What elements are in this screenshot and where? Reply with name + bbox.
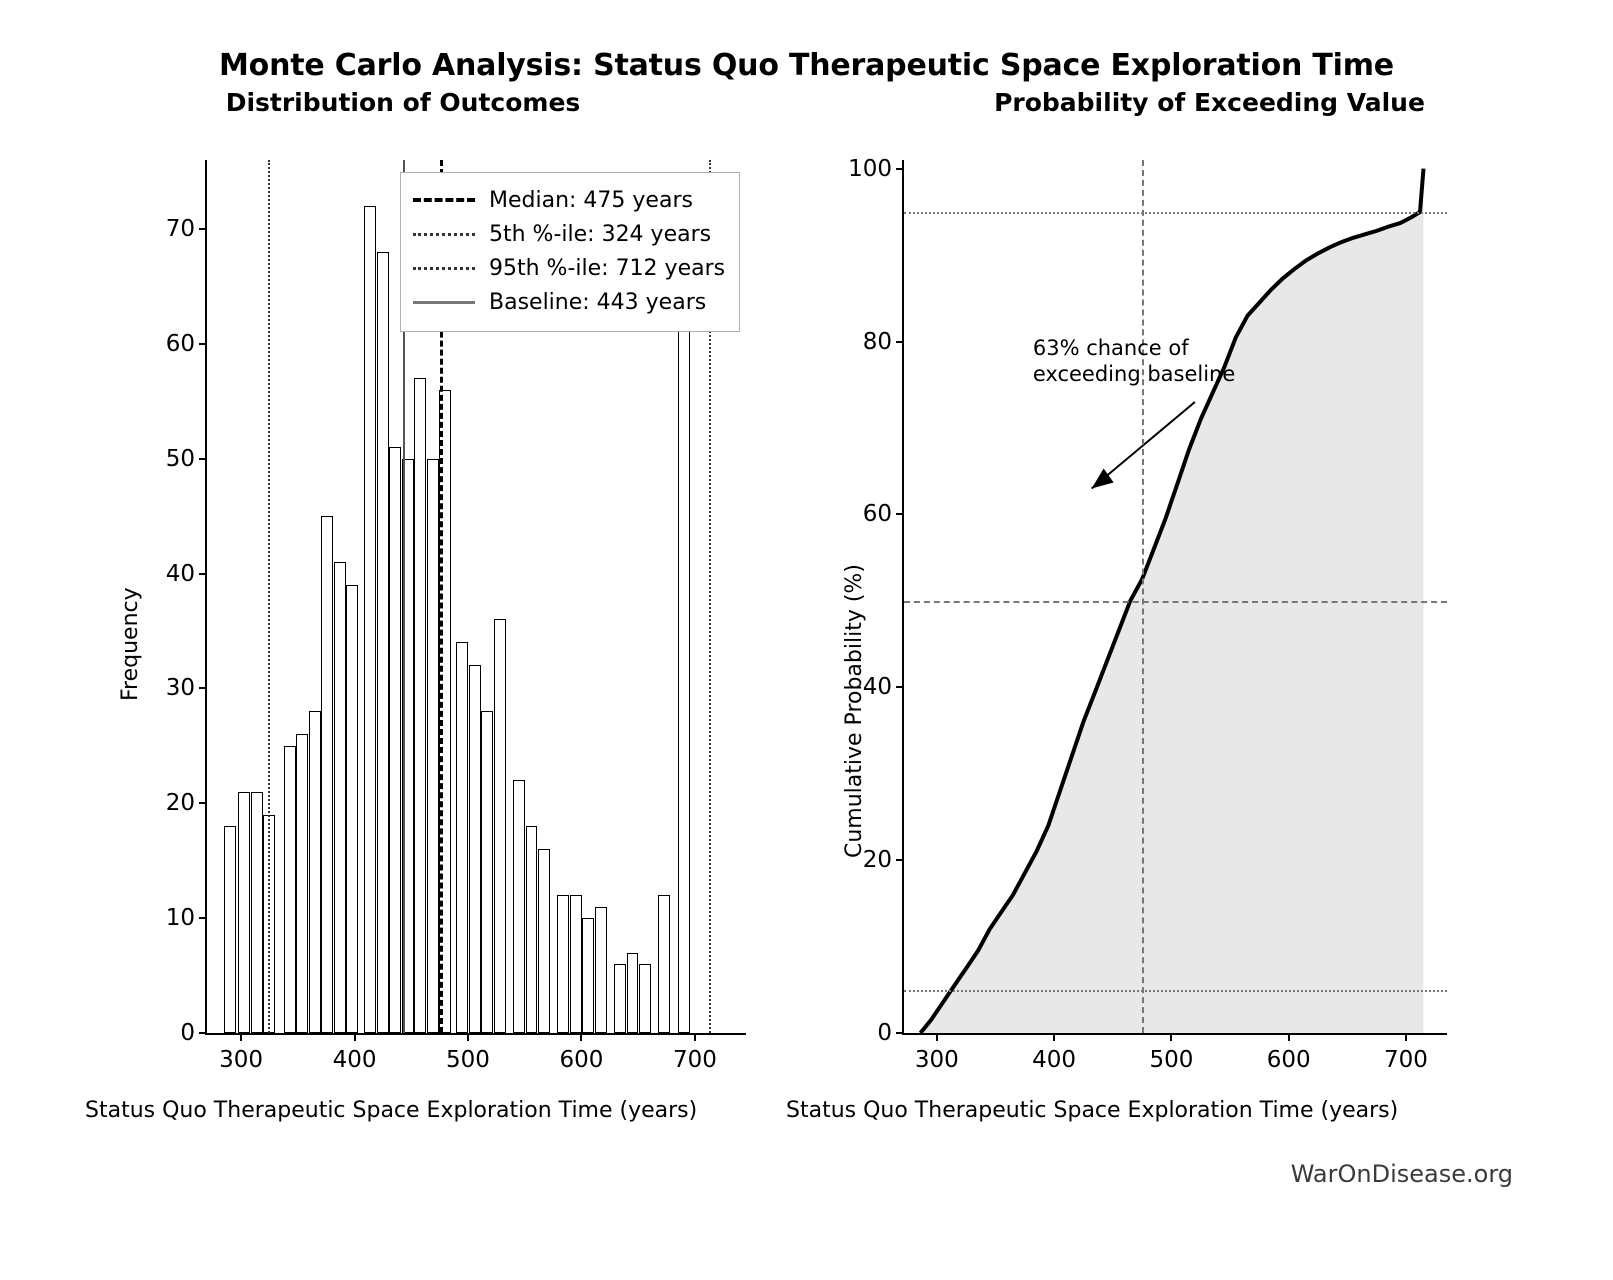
- cdf-x-tickmark: [1405, 1033, 1407, 1041]
- cdf-annotation-line1: 63% chance of: [1032, 335, 1189, 360]
- cdf-y-tickmark: [896, 513, 904, 515]
- dashed-line-icon: [413, 198, 475, 202]
- cdf-annotation-line2: exceeding baseline: [1032, 362, 1236, 387]
- histogram-reference-line-p5: [268, 160, 270, 1033]
- histogram-x-tick: 400: [332, 1047, 377, 1073]
- histogram-bar: [595, 907, 607, 1033]
- cdf-x-tick: 700: [1383, 1047, 1428, 1073]
- cdf-x-tickmark: [1170, 1033, 1172, 1041]
- cdf-y-tick: 40: [862, 674, 892, 701]
- cdf-y-tickmark: [896, 168, 904, 170]
- histogram-bar: [309, 711, 321, 1033]
- cdf-x-tick: 600: [1266, 1047, 1311, 1073]
- histogram-bar: [627, 953, 639, 1033]
- cdf-x-tickmark: [1288, 1033, 1290, 1041]
- histogram-y-tickmark: [199, 458, 207, 460]
- histogram-y-tick: 60: [165, 330, 195, 357]
- histogram-bar: [238, 792, 250, 1033]
- cdf-y-tick: 0: [877, 1020, 892, 1046]
- histogram-y-tickmark: [199, 228, 207, 230]
- histogram-title: Distribution of Outcomes: [225, 88, 581, 117]
- cdf-annotation: [1033, 335, 1235, 388]
- histogram-bar: [456, 642, 468, 1033]
- histogram-x-tickmark: [354, 1033, 356, 1041]
- histogram-bar: [481, 711, 493, 1033]
- cdf-curve: [904, 160, 1447, 1033]
- cdf-y-axis-label: Cumulative Probability (%): [842, 564, 867, 859]
- legend-label-median: Median: 475 years: [489, 187, 693, 213]
- cdf-x-tickmark: [936, 1033, 938, 1041]
- dotted-line-icon: [413, 267, 475, 270]
- legend-item-baseline: [413, 285, 727, 319]
- histogram-bar: [377, 252, 389, 1033]
- histogram-bar: [469, 665, 481, 1033]
- cdf-reference-line-p95-horizontal: [904, 212, 1447, 214]
- histogram-y-tickmark: [199, 1032, 207, 1034]
- cdf-title: Probability of Exceeding Value: [994, 88, 1425, 117]
- cdf-y-tick: 100: [848, 155, 892, 182]
- legend-item-median: [413, 183, 727, 217]
- cdf-x-tick: 500: [1149, 1047, 1194, 1073]
- cdf-x-axis-label: Status Quo Therapeutic Space Exploration Time (years): [786, 1098, 1399, 1123]
- legend-label-p5: 5th %-ile: 324 years: [489, 221, 712, 247]
- cdf-reference-line-median-vertical: [1142, 160, 1144, 1033]
- histogram-bar: [513, 780, 525, 1033]
- histogram-y-tick: 0: [180, 1020, 195, 1046]
- histogram-bar: [557, 895, 569, 1033]
- histogram-x-tickmark: [694, 1033, 696, 1041]
- histogram-y-tick: 50: [165, 445, 195, 472]
- histogram-x-tick: 700: [672, 1047, 717, 1073]
- histogram-bar: [321, 516, 333, 1033]
- annotation-arrow-head: [1092, 468, 1114, 488]
- histogram-bar: [526, 826, 538, 1033]
- cdf-reference-line-p5-horizontal: [904, 990, 1447, 992]
- histogram-bar: [639, 964, 651, 1033]
- histogram-x-tickmark: [580, 1033, 582, 1041]
- figure-title: Monte Carlo Analysis: Status Quo Therapeutic Space Exploration Time: [219, 48, 1394, 83]
- histogram-y-tickmark: [199, 802, 207, 804]
- histogram-y-tick: 10: [165, 905, 195, 932]
- cdf-y-tickmark: [896, 341, 904, 343]
- cdf-panel: [786, 0, 1613, 1280]
- cdf-x-tick: 400: [1032, 1047, 1077, 1073]
- cdf-y-tickmark: [896, 686, 904, 688]
- histogram-x-tick: 600: [559, 1047, 604, 1073]
- dotted-line-icon: [413, 233, 475, 236]
- histogram-bar: [389, 447, 401, 1033]
- histogram-x-axis-label: Status Quo Therapeutic Space Exploration Time (years): [85, 1098, 698, 1123]
- histogram-bar: [334, 562, 346, 1033]
- histogram-x-tickmark: [467, 1033, 469, 1041]
- legend-label-p95: 95th %-ile: 712 years: [489, 255, 726, 281]
- histogram-y-axis-label: Frequency: [118, 587, 143, 702]
- cdf-y-tick: 80: [862, 328, 892, 355]
- histogram-y-tick: 30: [165, 675, 195, 702]
- histogram-bar: [570, 895, 582, 1033]
- cdf-y-tick: 60: [862, 501, 892, 528]
- histogram-bar: [224, 826, 236, 1033]
- histogram-bar: [658, 895, 670, 1033]
- histogram-bar: [538, 849, 550, 1033]
- legend-item-p95: [413, 251, 727, 285]
- solid-line-icon: [413, 301, 475, 304]
- cdf-reference-line-p50-horizontal: [904, 601, 1447, 603]
- histogram-y-tick: 20: [165, 790, 195, 817]
- histogram-bar: [364, 206, 376, 1033]
- histogram-legend: [400, 172, 740, 332]
- histogram-bar: [582, 918, 594, 1033]
- histogram-y-tickmark: [199, 687, 207, 689]
- legend-label-baseline: Baseline: 443 years: [489, 289, 707, 315]
- histogram-y-tickmark: [199, 917, 207, 919]
- histogram-x-tick: 500: [446, 1047, 490, 1073]
- histogram-bar: [414, 378, 426, 1033]
- cdf-y-tickmark: [896, 859, 904, 861]
- histogram-bar: [427, 459, 439, 1033]
- histogram-panel: [0, 0, 806, 1280]
- histogram-bar: [614, 964, 626, 1033]
- histogram-bar: [251, 792, 263, 1033]
- legend-item-p5: [413, 217, 727, 251]
- cdf-x-tickmark: [1053, 1033, 1055, 1041]
- cdf-y-tickmark: [896, 1032, 904, 1034]
- histogram-bar: [494, 619, 506, 1033]
- histogram-bar: [284, 746, 296, 1033]
- histogram-y-tickmark: [199, 343, 207, 345]
- histogram-x-tick: 300: [219, 1047, 263, 1073]
- histogram-y-tick: 70: [165, 215, 195, 242]
- histogram-bar: [296, 734, 308, 1033]
- footer-attribution: WarOnDisease.org: [1290, 1160, 1513, 1188]
- histogram-y-tick: 40: [165, 560, 195, 587]
- cdf-x-tick: 300: [914, 1047, 959, 1073]
- cdf-y-tick: 20: [862, 847, 892, 874]
- histogram-bar: [678, 252, 690, 1033]
- histogram-y-tickmark: [199, 573, 207, 575]
- histogram-x-tickmark: [240, 1033, 242, 1041]
- histogram-bar: [346, 585, 358, 1033]
